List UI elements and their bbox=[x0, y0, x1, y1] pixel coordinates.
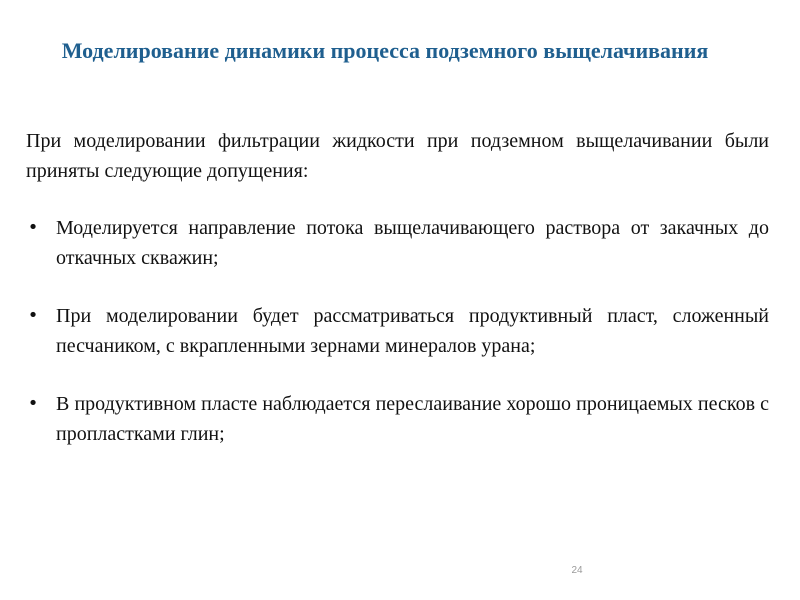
intro-paragraph: При моделировании фильтрации жидкости при подземном выщелачивании были приняты следующие допущения: bbox=[26, 130, 769, 182]
bullet-text: В продуктивном пласте наблюдается переслаивание хорошо проницаемых песков с пропластками глин; bbox=[56, 393, 769, 445]
page-number: 24 bbox=[571, 565, 583, 576]
bullet-list bbox=[26, 213, 769, 477]
bullet-item bbox=[26, 389, 769, 449]
bullet-item bbox=[26, 301, 769, 361]
bullet-icon: • bbox=[27, 217, 39, 238]
bullet-icon: • bbox=[27, 305, 39, 326]
bullet-item bbox=[26, 213, 769, 273]
bullet-icon: • bbox=[27, 393, 39, 414]
bullet-text: Моделируется направление потока выщелачивающего раствора от закачных до откачных скважин; bbox=[56, 217, 769, 269]
bullet-text: При моделировании будет рассматриваться продуктивный пласт, сложенный песчаником, с вкрапленными зернами минералов урана; bbox=[56, 305, 769, 357]
slide-title: Моделирование динамики процесса подземного выщелачивания bbox=[61, 38, 709, 63]
